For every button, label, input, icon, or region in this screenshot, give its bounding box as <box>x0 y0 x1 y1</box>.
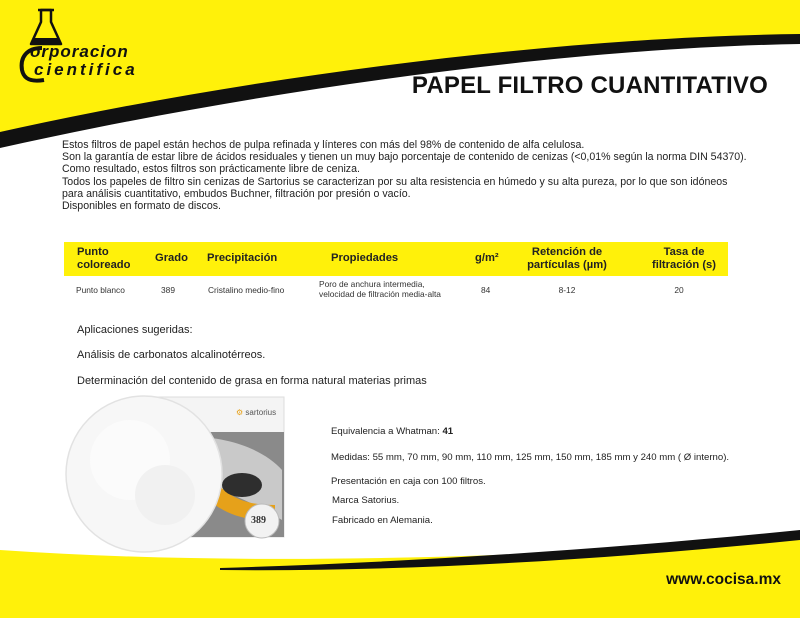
cell-tasa: 20 <box>674 285 684 295</box>
spec-presentacion: Presentación en caja con 100 filtros. <box>331 476 486 487</box>
spec-marca: Marca Satorius. <box>332 495 400 506</box>
cell-precipitacion: Cristalino medio-fino <box>208 285 285 295</box>
intro-line: Disponibles en formato de discos. <box>62 200 221 213</box>
application-item: Análisis de carbonatos alcalinotérreos. <box>77 349 266 361</box>
page-title: PAPEL FILTRO CUANTITATIVO <box>411 72 768 99</box>
box-grade-label: 389 <box>251 515 266 526</box>
table-header <box>64 242 728 276</box>
spec-medidas: Medidas: 55 mm, 70 mm, 90 mm, 110 mm, 125 mm, 150 mm, 185 mm y 240 mm ( Ø interno). <box>331 452 730 463</box>
sartorius-brand-label <box>236 408 276 417</box>
sartorius-icon: ⚙ <box>236 408 244 417</box>
intro-line: para análisis cuantitativo, embudos Buchner, filtración por presión o vacío. <box>62 187 411 200</box>
header-tasa: Tasa de filtración (s) <box>651 246 717 271</box>
application-item: Determinación del contenido de grasa en forma natural materias primas <box>77 375 427 387</box>
intro-line: Estos filtros de papel están hechos de pulpa refinada y línteres con más del 98% de contenido de alfa celulosa. <box>62 139 585 151</box>
whatman-equivalence <box>331 426 453 437</box>
cell-retencion: 8-12 <box>558 285 576 295</box>
logo-text-line1: orporacion <box>30 42 129 61</box>
header-propiedades: Propiedades <box>331 252 399 264</box>
header-gm2: g/m² <box>475 252 499 264</box>
sartorius-brand-text: sartorius <box>245 408 277 417</box>
header-retencion: Retención de partículas (µm) <box>527 246 607 271</box>
spec-fabricado: Fabricado en Alemania. <box>332 515 433 526</box>
header-grado: Grado <box>155 252 188 264</box>
cell-grado: 389 <box>161 285 175 295</box>
header-precipitacion: Precipitación <box>207 252 278 264</box>
logo-text-line2: cientifica <box>34 60 138 79</box>
intro-line: Son la garantía de estar libre de ácidos residuales y tienen un muy bajo porcentaje de contenido de cenizas (<0,01% según la norma DIN 54370). <box>62 151 747 164</box>
cell-punto: Punto blanco <box>76 285 125 295</box>
whatman-label: Equivalencia a Whatman: <box>331 426 443 437</box>
intro-line: Como resultado, estos filtros son prácticamente libre de ceniza. <box>62 163 360 176</box>
filter-paper-disc <box>66 396 222 552</box>
header-punto-coloreado: Punto coloreado <box>77 246 131 271</box>
applications-title: Aplicaciones sugeridas: <box>77 324 193 336</box>
cell-propiedades: Poro de anchura intermedia, velocidad de filtración media-alta <box>319 279 441 299</box>
intro-line: Todos los papeles de filtro sin cenizas de Sartorius se caracterizan por su alta resistencia en húmedo y su alta pureza, por lo que son idóneos <box>62 175 728 188</box>
table-row <box>64 277 728 303</box>
intro-paragraph <box>62 139 762 212</box>
whatman-value: 41 <box>442 426 454 437</box>
cell-gm2: 84 <box>481 285 491 295</box>
website-link[interactable]: www.cocisa.mx <box>666 571 781 588</box>
